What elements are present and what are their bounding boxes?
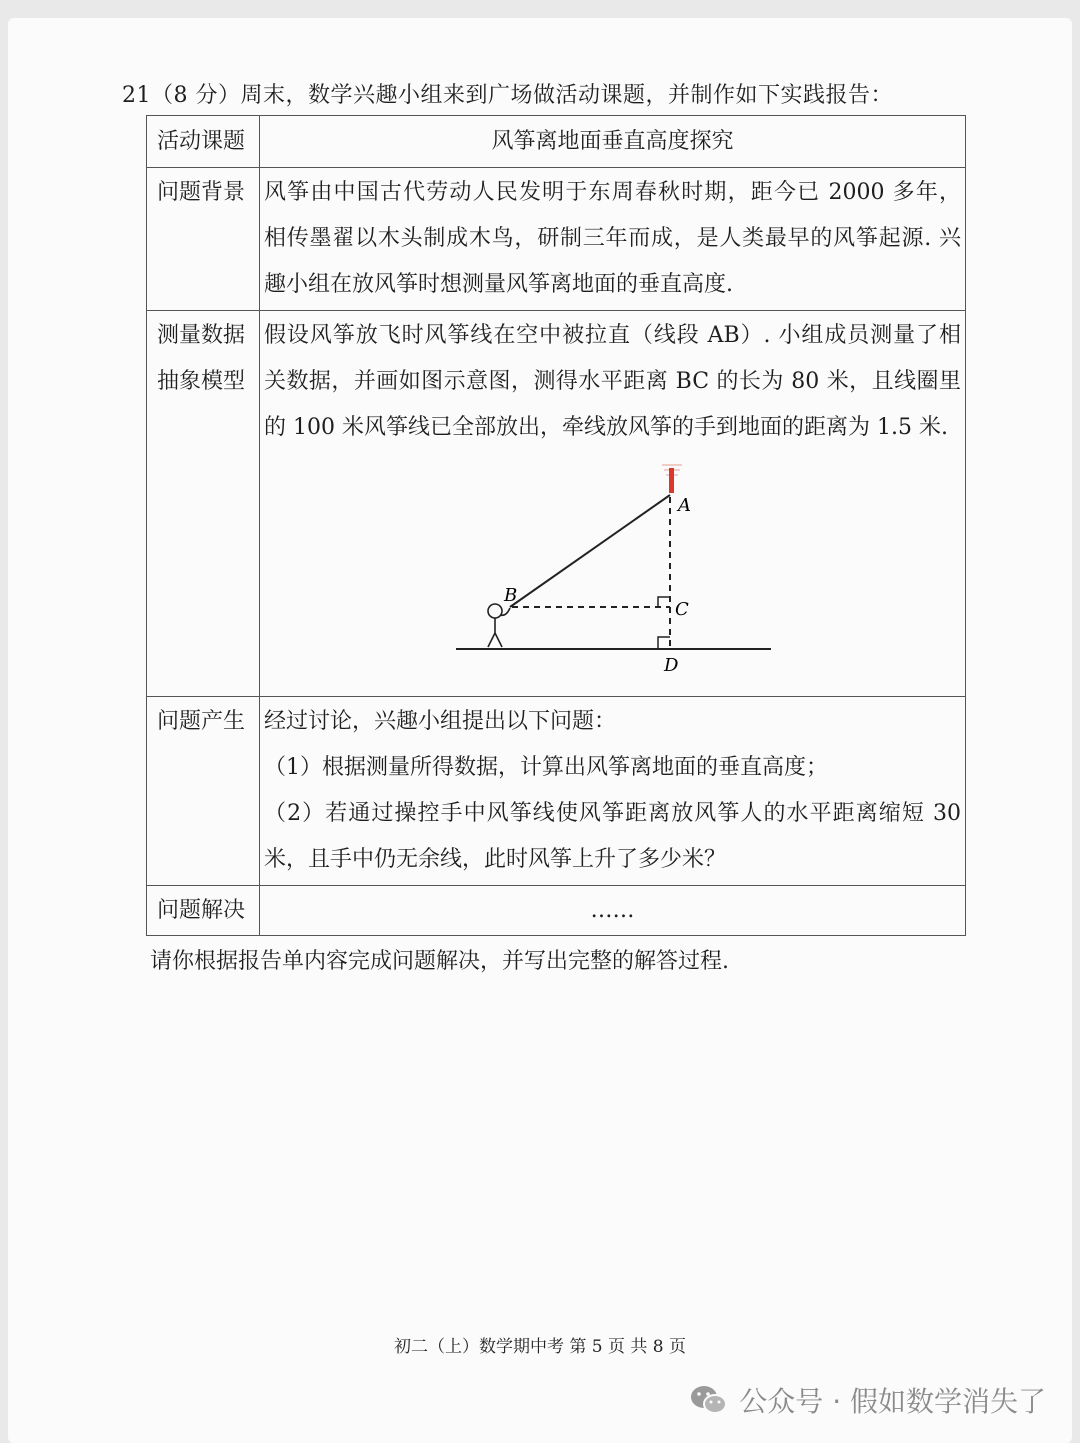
problem-line: （1）根据测量所得数据，计算出风筝离地面的垂直高度； bbox=[264, 755, 828, 780]
content-solution bbox=[260, 886, 965, 935]
row-activity-topic bbox=[147, 116, 965, 167]
label-point-a: A bbox=[678, 495, 691, 516]
watermark bbox=[689, 1380, 1046, 1420]
label-background: 问题背景 bbox=[147, 168, 260, 310]
solution-ellipsis: …… bbox=[590, 898, 635, 923]
page-footer: 初二（上）数学期中考 第 5 页 共 8 页 bbox=[393, 1337, 687, 1357]
right-angle-d bbox=[658, 637, 670, 649]
person-figure bbox=[488, 604, 510, 647]
content-measurement bbox=[260, 311, 965, 696]
activity-topic-text: 风筝离地面垂直高度探究 bbox=[491, 129, 734, 154]
row-problem bbox=[147, 696, 965, 885]
row-measurement bbox=[147, 310, 965, 696]
report-table bbox=[146, 115, 966, 936]
background-line: 相传墨翟以木头制成木鸟，研制三年而成，是人类最早的风筝起源. 兴 bbox=[264, 226, 961, 251]
label-solution: 问题解决 bbox=[147, 886, 260, 935]
background-line: 风筝由中国古代劳动人民发明于东周春秋时期，距今已 2000 多年， bbox=[264, 180, 961, 205]
content-problem bbox=[260, 697, 965, 885]
label-point-b: B bbox=[504, 585, 518, 606]
measurement-line: 假设风筝放飞时风筝线在空中被拉直（线段 AB）. 小组成员测量了相 bbox=[264, 323, 961, 348]
background-line: 趣小组在放风筝时想测量风筝离地面的垂直高度. bbox=[264, 272, 733, 297]
kite-string-ab bbox=[510, 495, 670, 607]
label-abstract-model: 抽象模型 bbox=[157, 369, 246, 394]
content-activity-topic bbox=[260, 116, 965, 167]
label-activity-topic: 活动课题 bbox=[147, 116, 260, 167]
question-title: 21（8 分）周末，数学兴趣小组来到广场做活动课题，并制作如下实践报告： bbox=[122, 83, 893, 108]
right-angle-c bbox=[658, 597, 670, 607]
content-background bbox=[260, 168, 965, 310]
measurement-line: 的 100 米风筝线已全部放出，牵线放风筝的手到地面的距离为 1.5 米. bbox=[264, 415, 948, 440]
label-point-c: C bbox=[675, 599, 689, 620]
watermark-text: 公众号 · 假如数学消失了 bbox=[739, 1385, 1046, 1418]
kite-icon bbox=[662, 465, 682, 493]
row-solution bbox=[147, 885, 965, 935]
measurement-line: 关数据，并画如图示意图，测得水平距离 BC 的长为 80 米，且线圈里 bbox=[264, 369, 961, 394]
label-point-d: D bbox=[664, 655, 679, 676]
instruction-text: 请你根据报告单内容完成问题解决，并写出完整的解答过程. bbox=[150, 949, 729, 974]
row-background bbox=[147, 167, 965, 310]
label-measurement-data: 测量数据 bbox=[157, 323, 246, 348]
problem-line: 经过讨论，兴趣小组提出以下问题： bbox=[264, 709, 617, 734]
label-problem: 问题产生 bbox=[147, 697, 260, 885]
problem-line: 米，且手中仍无余线，此时风筝上升了多少米？ bbox=[264, 847, 727, 872]
wechat-icon bbox=[689, 1383, 729, 1417]
problem-line: （2）若通过操控手中风筝线使风筝距离放风筝人的水平距离缩短 30 bbox=[264, 801, 961, 826]
kite-diagram bbox=[260, 457, 960, 687]
label-measurement bbox=[147, 311, 260, 696]
